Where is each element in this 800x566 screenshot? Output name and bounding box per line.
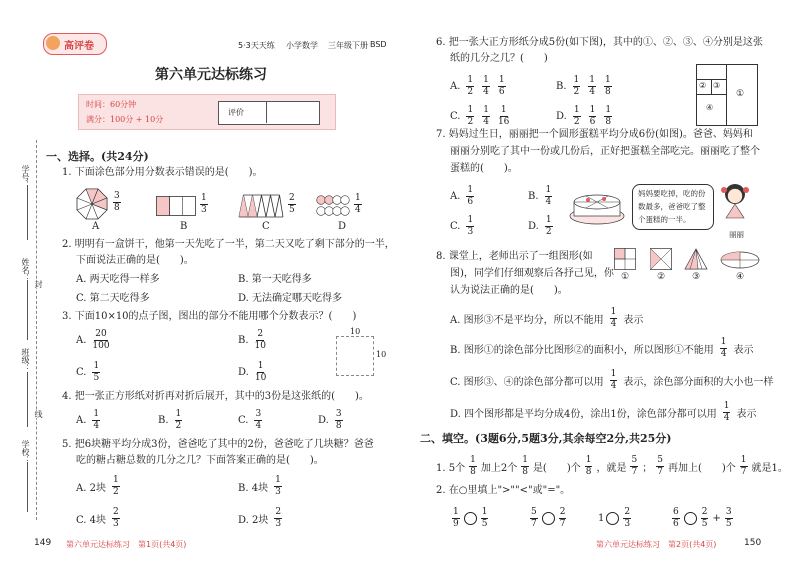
side-id-label: 学号： (21, 165, 30, 189)
compare-1[interactable]: $\frac{1}{9}$ $\frac{1}{5}$ (453, 507, 488, 529)
brand-logo-text: 高评卷 (64, 41, 94, 52)
dot-grid-top-label: 10 (350, 327, 361, 336)
q8-shape-2 (650, 248, 672, 270)
q7-option-d[interactable]: D. $\frac{1}{2}$ (528, 215, 552, 237)
q5-option-b[interactable]: B. 4块 $\frac{1}{3}$ (238, 475, 281, 497)
side-school-line (27, 462, 28, 512)
compare-circle-icon[interactable] (464, 512, 477, 525)
cake-figure (568, 186, 626, 226)
side-name-label: 姓名： (21, 258, 30, 282)
q1-figure-d (316, 194, 350, 218)
q3-stem: 3. 下面10×10的点子图，图出的部分不能用哪个分数表示？( ) (62, 311, 357, 322)
q5-stem-line2: 吃的糖占糖总数的几分之几？下面答案正确的是( )。 (76, 455, 324, 466)
side-name-line (27, 280, 28, 340)
grade: 三年级下册 (328, 41, 368, 50)
section-1-title: 一、选择。(共24分) (46, 150, 149, 163)
q2-stem-line2: 下面说法正确的是( )。 (76, 255, 194, 266)
right-page-footer: 第六单元达标练习 第2页(共4页) (596, 540, 717, 549)
fill-q2-stem: 2. 在○里填上">""<"或"="。 (436, 485, 571, 496)
q8-shape-1 (614, 248, 636, 270)
q3-option-a[interactable]: A. $\frac{20}{100}$ (76, 329, 110, 351)
q8-option-b[interactable]: B. 图形①的涂色部分比图形②的面积小，所以图形①不能用 $\frac{1}{4}$ 表示 (450, 337, 754, 359)
q1-figure-a (76, 188, 108, 220)
bubble-line-3: 个蛋糕的一半。 (638, 215, 691, 224)
q1-fraction-c: $\frac{2}{5}$ (289, 193, 295, 215)
q6-stem-line2: 纸的几分之几？( ) (450, 53, 548, 64)
q2-option-c[interactable]: C. 第二天吃得多 (76, 293, 150, 304)
q7-option-b[interactable]: B. $\frac{1}{4}$ (528, 185, 552, 207)
q3-option-b[interactable]: B. $\frac{2}{10}$ (238, 329, 266, 351)
dot-grid-side-label: 10 (376, 350, 387, 359)
compare-circle-icon[interactable] (542, 512, 555, 525)
q6-stem-line1: 6. 把一张大正方形纸分成5份(如下图)，其中的①、②、③、④分别是这张 (436, 37, 763, 48)
dot-grid-figure (336, 336, 374, 376)
q1-stem: 1. 下面涂色部分用分数表示错误的是( )。 (62, 167, 263, 178)
eval-divider (266, 101, 267, 123)
q8-option-d[interactable]: D. 四个图形都是平均分成4份，涂出1份，涂色部分都可以用 $\frac{1}{4}$ 表示 (450, 401, 757, 423)
edition: BSD (370, 40, 387, 49)
q1-fraction-a: $\frac{3}{8}$ (114, 191, 120, 213)
side-class-line (27, 372, 28, 427)
time-label: 时间：60分钟 (86, 100, 137, 109)
q4-option-a[interactable]: A. $\frac{1}{4}$ (76, 409, 100, 431)
compare-4[interactable]: $\frac{6}{6}$ $\frac{2}{5}$ + $\frac{3}{5}$ (673, 507, 732, 529)
side-line-label: 线 (34, 410, 43, 418)
bubble-line-1: 妈妈要吃掉，吃的份 (638, 189, 706, 198)
compare-circle-icon[interactable] (606, 512, 619, 525)
q8-shape-3 (684, 248, 708, 270)
q2-option-d[interactable]: D. 无法确定哪天吃得多 (238, 293, 343, 304)
q6-option-b[interactable]: B. $\frac{1}{2}$ $\frac{1}{4}$ $\frac{1}{8}$ (556, 75, 611, 97)
q6-mark-1: ① (736, 89, 745, 99)
q7-option-a[interactable]: A. $\frac{1}{6}$ (450, 185, 474, 207)
q6-option-d[interactable]: D. $\frac{1}{2}$ $\frac{1}{6}$ $\frac{1}{8}$ (556, 105, 612, 127)
section-2-title: 二、填空。(3题6分,5题3分,其余每空2分,共25分) (420, 432, 672, 445)
left-page-footer: 第六单元达标练习 第1页(共4页) (66, 540, 187, 549)
q8-option-a[interactable]: A. 图形③不是平均分，所以不能用 $\frac{1}{4}$ 表示 (450, 307, 644, 329)
q3-option-c[interactable]: C. $\frac{1}{5}$ (76, 361, 100, 383)
q6-option-a[interactable]: A. $\frac{1}{2}$ $\frac{1}{4}$ $\frac{1}{6}$ (450, 75, 505, 97)
q5-stem-line1: 5. 把6块糖平均分成3份，爸爸吃了其中的2份，爸爸吃了几块糖？爸爸 (62, 439, 374, 450)
q1-label-c: C (262, 221, 270, 232)
subject: 小学数学 (286, 41, 318, 50)
q4-option-b[interactable]: B. $\frac{1}{2}$ (158, 409, 182, 431)
q2-option-a[interactable]: A. 两天吃得一样多 (76, 274, 160, 285)
bubble-line-2: 数最多，爸爸吃了整 (638, 202, 706, 211)
score-label: 满分：100分 + 10分 (86, 115, 164, 124)
q6-square-figure (696, 64, 758, 126)
q1-fraction-b: $\frac{1}{3}$ (201, 193, 207, 215)
q8-shape-label-3: ③ (692, 272, 701, 282)
side-id-line (27, 185, 28, 240)
q6-mark-3: ③ (713, 81, 721, 90)
fill-q1[interactable]: 1. 5个 $\frac{1}{8}$ 加上2个 $\frac{1}{8}$ 是( )个 $\frac{1}{8}$ ，就是 $\frac{5}{7}$ ； $\frac{5}{7}$ 再加上( )个 $\frac{1}{7}$ 就是1。 (436, 455, 788, 477)
page-title: 第六单元达标练习 (155, 67, 267, 83)
q1-figure-b (156, 196, 196, 216)
side-class-label: 班级： (21, 348, 30, 372)
q5-option-d[interactable]: D. 2块 $\frac{2}{3}$ (238, 507, 282, 529)
q6-mark-4: ④ (706, 103, 714, 112)
q8-stem-line3: 认为说法正确的是( )。 (450, 285, 568, 296)
binding-line (36, 140, 37, 520)
q7-stem-line2: 丽丽分别吃了其中一份或几份后，正好把蛋糕全部吃完。丽丽吃了整个 (450, 146, 760, 157)
series-name: 5·3天天练 (238, 41, 275, 50)
right-page-number: 150 (744, 538, 762, 548)
logo-icon (46, 36, 60, 50)
q8-option-c[interactable]: C. 图形③、④的涂色部分都可以用 $\frac{1}{4}$ 表示，涂色部分面积的大小也一样 (450, 369, 774, 391)
girl-figure (718, 182, 752, 228)
q5-option-c[interactable]: C. 4块 $\frac{2}{3}$ (76, 507, 119, 529)
q4-option-d[interactable]: D. $\frac{3}{8}$ (318, 409, 342, 431)
q5-option-a[interactable]: A. 2块 $\frac{1}{2}$ (76, 475, 119, 497)
compare-2[interactable]: $\frac{5}{7}$ $\frac{2}{7}$ (531, 507, 566, 529)
q8-shape-4 (720, 251, 760, 269)
q8-shape-label-4: ④ (736, 272, 745, 282)
q7-stem-line1: 7. 妈妈过生日，丽丽把一个圆形蛋糕平均分成6份(如图)。爸爸、妈妈和 (436, 129, 753, 140)
compare-3[interactable]: 1 $\frac{2}{3}$ (598, 507, 631, 529)
q8-stem-line1: 8. 课堂上，老师出示了一组图形(如 (436, 251, 593, 262)
q8-stem-line2: 图)，同学们仔细观察后各抒己见，你 (450, 268, 614, 279)
q2-option-b[interactable]: B. 第一天吃得多 (238, 274, 312, 285)
q2-stem-line1: 2. 明明有一盒饼干，他第一天先吃了一半，第二天又吃了剩下部分的一半， (62, 239, 395, 250)
side-school-label: 学校： (21, 440, 30, 464)
q8-shape-label-1: ① (621, 272, 630, 282)
q4-option-c[interactable]: C. $\frac{3}{4}$ (238, 409, 262, 431)
q1-label-d: D (338, 221, 347, 232)
q1-fraction-d: $\frac{1}{4}$ (355, 193, 361, 215)
left-page-number: 149 (34, 538, 52, 548)
eval-label: 评价 (228, 108, 244, 117)
q7-stem-line3: 蛋糕的( )。 (450, 163, 518, 174)
q4-stem: 4. 把一张正方形纸对折再对折后展开，其中的3份是这张纸的( )。 (62, 391, 369, 402)
q1-figure-c (238, 194, 284, 218)
q1-label-b: B (180, 221, 188, 232)
q7-option-c[interactable]: C. $\frac{1}{3}$ (450, 215, 474, 237)
compare-circle-icon[interactable] (684, 512, 697, 525)
q8-shape-label-2: ② (657, 272, 666, 282)
q3-option-d[interactable]: D. $\frac{1}{10}$ (238, 361, 267, 383)
q6-mark-2: ② (699, 81, 707, 90)
q6-option-c[interactable]: C. $\frac{1}{2}$ $\frac{1}{4}$ $\frac{1}{16}$ (450, 105, 510, 127)
side-seal-label: 封 (34, 280, 43, 288)
q1-label-a: A (92, 221, 100, 232)
girl-name: 丽丽 (729, 230, 744, 239)
